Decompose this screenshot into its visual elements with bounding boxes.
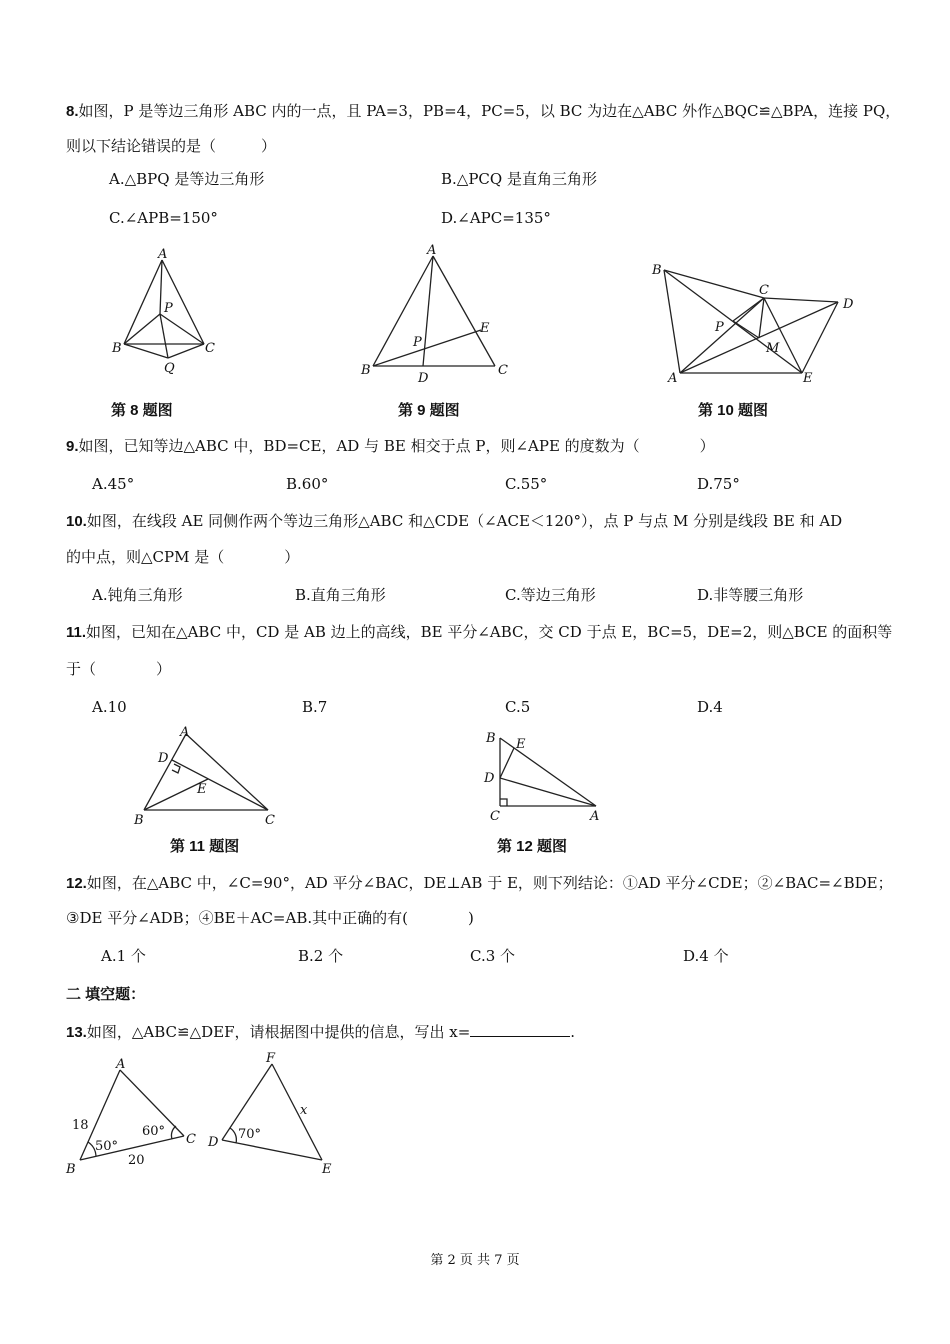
q11-line1: 11.如图，已知在△ABC 中，CD 是 AB 边上的高线，BE 平分∠ABC，交 CD 于点 E，BC=5，DE=2，则△BCE 的面积等: [66, 623, 893, 641]
q12-line2: ③DE 平分∠ADB；④BE＋AC=AB.其中正确的有( ): [66, 909, 474, 927]
fig11-label-b: B: [134, 813, 144, 828]
q8-line2: 则以下结论错误的是（ ）: [66, 137, 277, 155]
q12-option-b: B.2 个: [298, 947, 344, 965]
fig10-label-m: M: [766, 341, 780, 356]
q9-option-b: B.60°: [286, 475, 329, 493]
q11-line2: 于（ ）: [66, 660, 172, 678]
q12-option-d: D.4 个: [683, 947, 729, 965]
q10-option-b: B.直角三角形: [295, 586, 386, 604]
fig11-label-d: D: [158, 751, 169, 766]
q11-option-d: D.4: [697, 698, 723, 716]
figure-9: [355, 238, 525, 388]
fig9-label-p: P: [413, 335, 422, 350]
fig12-label-e: E: [516, 737, 526, 752]
fig13-side-ab: 18: [72, 1118, 89, 1133]
q11-option-a: A.10: [92, 698, 127, 716]
q11-option-b: B.7: [302, 698, 328, 716]
fig13-label-d: D: [208, 1135, 219, 1150]
fig13-angle-d: 70°: [238, 1127, 262, 1142]
fig11-label-a: A: [180, 725, 190, 740]
q9-option-a: A.45°: [92, 475, 135, 493]
q10-option-a: A.钝角三角形: [92, 586, 183, 604]
fig13-angle-b: 50°: [95, 1139, 119, 1154]
fig9-label-d: D: [418, 371, 429, 386]
fig13-label-c: C: [186, 1132, 196, 1147]
q10-option-d: D.非等腰三角形: [697, 586, 804, 604]
figure-12: [478, 726, 608, 826]
fig10-label-c: C: [759, 283, 769, 298]
q10-line2: 的中点，则△CPM 是（ ）: [66, 548, 300, 566]
fig10-label-e: E: [803, 371, 813, 386]
fig12-label-b: B: [486, 731, 496, 746]
page-footer: 第 2 页 共 7 页: [430, 1253, 520, 1268]
fig9-label-c: C: [498, 363, 508, 378]
caption-fig12: 第 12 题图: [497, 838, 568, 855]
fig12-label-c: C: [490, 809, 500, 824]
fig13-angle-c: 60°: [142, 1124, 166, 1139]
fig13-label-b: B: [66, 1162, 76, 1177]
fig12-label-a: A: [590, 809, 600, 824]
q8-line1: 8.如图，P 是等边三角形 ABC 内的一点，且 PA=3，PB=4，PC=5，以 BC 为边在△ABC 外作△BQC≌△BPA，连接 PQ，: [66, 102, 901, 120]
fig9-label-b: B: [361, 363, 371, 378]
q9-option-c: C.55°: [505, 475, 548, 493]
fig11-label-c: C: [265, 813, 275, 828]
q10-option-c: C.等边三角形: [505, 586, 596, 604]
q8-option-b: B.△PCQ 是直角三角形: [441, 170, 597, 188]
caption-fig8: 第 8 题图: [111, 402, 173, 419]
caption-fig9: 第 9 题图: [398, 402, 460, 419]
fig8-label-a: A: [158, 247, 168, 262]
fig10-label-b: B: [652, 263, 662, 278]
q9-option-d: D.75°: [697, 475, 740, 493]
fig13-label-f: F: [266, 1051, 276, 1066]
fig10-label-p: P: [715, 320, 724, 335]
figure-13: [60, 1046, 350, 1181]
fig13-label-a: A: [116, 1057, 126, 1072]
fig13-side-bc: 20: [128, 1153, 145, 1168]
fig11-label-e: E: [197, 782, 207, 797]
caption-fig10: 第 10 题图: [698, 402, 769, 419]
fig8-label-q: Q: [164, 361, 175, 376]
figure-11: [130, 722, 290, 832]
fig8-label-c: C: [205, 341, 215, 356]
fig12-label-d: D: [484, 771, 495, 786]
section-fill-in-heading: 二 填空题：: [66, 986, 146, 1003]
fig9-label-a: A: [427, 243, 437, 258]
fig10-label-a: A: [668, 371, 678, 386]
q8-option-d: D.∠APC=135°: [441, 209, 551, 227]
q12-option-a: A.1 个: [101, 947, 146, 965]
fig10-label-d: D: [843, 297, 854, 312]
fig13-side-fe: x: [300, 1103, 308, 1118]
figure-8: [108, 246, 228, 381]
fig13-label-e: E: [322, 1162, 332, 1177]
q9-line1: 9.如图，已知等边△ABC 中，BD=CE，AD 与 BE 相交于点 P，则∠APE 的度数为（ ）: [66, 437, 715, 455]
fig9-label-e: E: [480, 321, 490, 336]
q13-line1: 13.如图，△ABC≌△DEF，请根据图中提供的信息，写出 x= .: [66, 1023, 576, 1041]
q11-option-c: C.5: [505, 698, 531, 716]
q12-option-c: C.3 个: [470, 947, 516, 965]
q10-line1: 10.如图，在线段 AE 同侧作两个等边三角形△ABC 和△CDE（∠ACE＜120°），点 P 与点 M 分别是线段 BE 和 AD: [66, 512, 843, 530]
fig8-label-p: P: [164, 301, 173, 316]
q12-line1: 12.如图，在△ABC 中，∠C=90°，AD 平分∠BAC，DE⊥AB 于 E，则下列结论：①AD 平分∠CDE；②∠BAC=∠BDE；: [66, 874, 893, 892]
q13-answer-blank[interactable]: [470, 1022, 570, 1037]
caption-fig11: 第 11 题图: [170, 838, 240, 855]
fig8-label-b: B: [112, 341, 122, 356]
q8-option-a: A.△BPQ 是等边三角形: [109, 170, 265, 188]
q8-option-c: C.∠APB=150°: [109, 209, 218, 227]
figure-10: [648, 258, 868, 388]
